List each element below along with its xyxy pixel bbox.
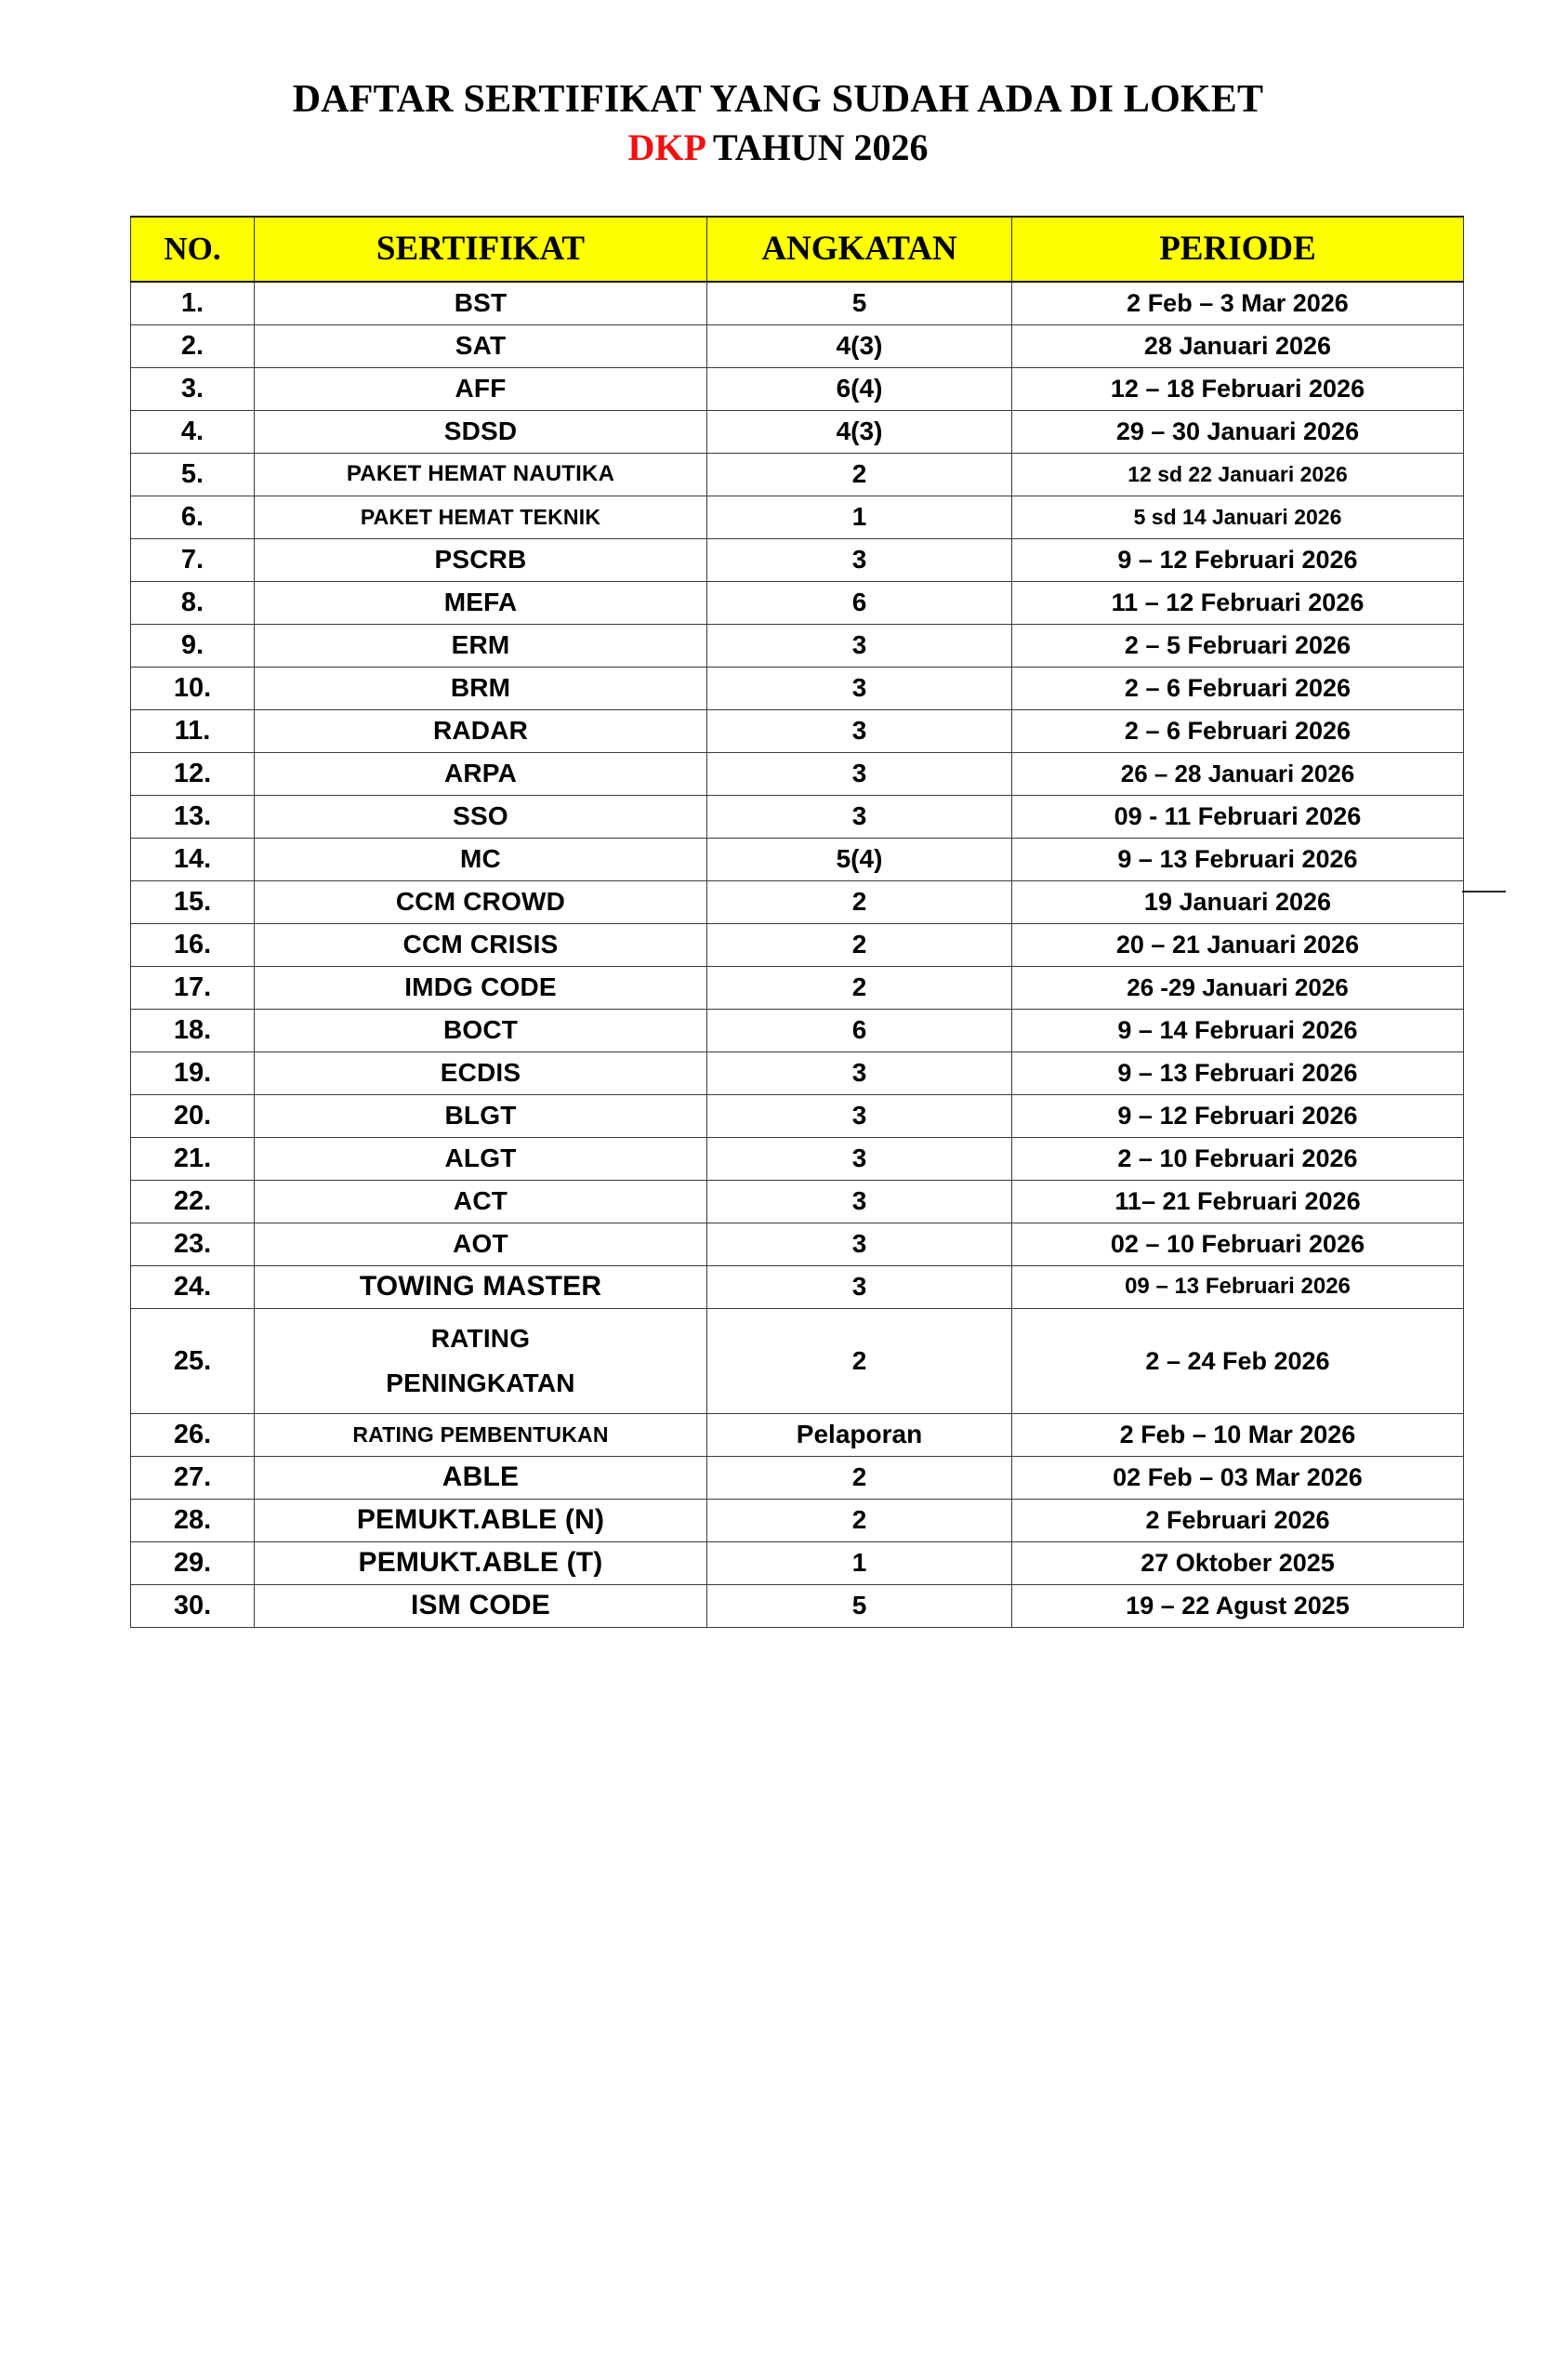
cell-sertifikat: SSO [255,795,707,838]
cell-sertifikat: AOT [255,1223,707,1265]
cell-periode: 28 Januari 2026 [1012,324,1464,367]
cell-angkatan: 2 [707,1499,1012,1541]
cell-periode: 02 – 10 Februari 2026 [1012,1223,1464,1265]
cell-angkatan: 3 [707,1223,1012,1265]
cell-no: 30. [131,1584,255,1627]
cell-sertifikat: RADAR [255,709,707,752]
cell-no: 7. [131,538,255,581]
cell-sertifikat: TOWING MASTER [255,1265,707,1308]
certificate-table [130,216,1464,1628]
subtitle-rest: TAHUN 2026 [704,126,929,168]
cell-periode: 2 Februari 2026 [1012,1499,1464,1541]
cell-angkatan: 6 [707,581,1012,624]
cell-angkatan: 2 [707,923,1012,966]
cell-no: 23. [131,1223,255,1265]
cell-sertifikat: PAKET HEMAT TEKNIK [255,496,707,538]
cell-angkatan: 1 [707,496,1012,538]
subtitle-accent: DKP [627,126,705,168]
cell-no: 27. [131,1456,255,1499]
table-row [131,1541,1464,1584]
cell-angkatan: 3 [707,752,1012,795]
cell-no: 25. [131,1308,255,1413]
cell-angkatan: 3 [707,709,1012,752]
cell-no: 1. [131,282,255,324]
column-header-no: NO. [131,217,255,282]
table-row [131,795,1464,838]
column-header-sertifikat: SERTIFIKAT [255,217,707,282]
cell-no: 5. [131,453,255,496]
cell-sertifikat: IMDG CODE [255,966,707,1009]
cell-periode: 29 – 30 Januari 2026 [1012,410,1464,453]
table-row [131,1499,1464,1541]
cell-no: 10. [131,667,255,709]
cell-no: 4. [131,410,255,453]
cell-no: 17. [131,966,255,1009]
cell-angkatan: 3 [707,1265,1012,1308]
cell-sertifikat: PAKET HEMAT NAUTIKA [255,453,707,496]
cell-sertifikat: ALGT [255,1137,707,1180]
cell-periode: 9 – 14 Februari 2026 [1012,1009,1464,1051]
table-row [131,1180,1464,1223]
cell-no: 13. [131,795,255,838]
cell-periode: 27 Oktober 2025 [1012,1541,1464,1584]
table-body [131,282,1464,1627]
table-row [131,1223,1464,1265]
table-row [131,1137,1464,1180]
table-head [131,217,1464,282]
cell-no: 16. [131,923,255,966]
cell-angkatan: 3 [707,1094,1012,1137]
table-row [131,624,1464,667]
cell-periode: 26 – 28 Januari 2026 [1012,752,1464,795]
stray-rule-artifact [1462,891,1506,892]
cell-periode: 02 Feb – 03 Mar 2026 [1012,1456,1464,1499]
cell-periode: 9 – 13 Februari 2026 [1012,838,1464,880]
cell-periode: 2 Feb – 10 Mar 2026 [1012,1413,1464,1456]
table-row [131,880,1464,923]
table-row [131,538,1464,581]
cell-angkatan: 2 [707,966,1012,1009]
table-row [131,1413,1464,1456]
cell-periode: 11– 21 Februari 2026 [1012,1180,1464,1223]
cell-sertifikat: ACT [255,1180,707,1223]
cell-angkatan: 6(4) [707,367,1012,410]
cell-angkatan: 3 [707,538,1012,581]
table-row [131,923,1464,966]
table-row [131,667,1464,709]
cell-angkatan: 3 [707,1180,1012,1223]
table-row [131,367,1464,410]
cell-sertifikat: PEMUKT.ABLE (T) [255,1541,707,1584]
cell-no: 18. [131,1009,255,1051]
cell-no: 20. [131,1094,255,1137]
table-row [131,1265,1464,1308]
cell-sertifikat: SDSD [255,410,707,453]
table-row [131,966,1464,1009]
cell-angkatan: 2 [707,1456,1012,1499]
cell-sertifikat: ERM [255,624,707,667]
cell-periode: 2 – 6 Februari 2026 [1012,709,1464,752]
table-row [131,324,1464,367]
cell-periode: 2 – 10 Februari 2026 [1012,1137,1464,1180]
cell-periode: 12 sd 22 Januari 2026 [1012,453,1464,496]
cell-periode: 2 Feb – 3 Mar 2026 [1012,282,1464,324]
table-row [131,453,1464,496]
cell-sertifikat: SAT [255,324,707,367]
cell-no: 21. [131,1137,255,1180]
column-header-angkatan: ANGKATAN [707,217,1012,282]
table-row [131,1456,1464,1499]
table-row [131,1584,1464,1627]
cell-periode: 9 – 12 Februari 2026 [1012,538,1464,581]
table-row [131,752,1464,795]
cell-periode: 2 – 5 Februari 2026 [1012,624,1464,667]
cell-no: 14. [131,838,255,880]
cell-periode: 12 – 18 Februari 2026 [1012,367,1464,410]
table-row [131,709,1464,752]
cell-sertifikat [255,1308,707,1413]
cell-angkatan: 3 [707,1051,1012,1094]
table-row [131,1009,1464,1051]
cell-periode: 19 Januari 2026 [1012,880,1464,923]
cell-no: 2. [131,324,255,367]
cell-no: 8. [131,581,255,624]
table-row [131,838,1464,880]
cell-sertifikat: BOCT [255,1009,707,1051]
cell-no: 24. [131,1265,255,1308]
table-row [131,581,1464,624]
cell-angkatan: 2 [707,880,1012,923]
cell-angkatan: 4(3) [707,410,1012,453]
cell-sertifikat: BRM [255,667,707,709]
column-header-periode: PERIODE [1012,217,1464,282]
table-header-row [131,217,1464,282]
table-row [131,1094,1464,1137]
cell-angkatan: 5(4) [707,838,1012,880]
cell-sertifikat: MC [255,838,707,880]
cell-angkatan: 4(3) [707,324,1012,367]
cell-angkatan: 6 [707,1009,1012,1051]
cell-no: 15. [131,880,255,923]
cell-sertifikat: ECDIS [255,1051,707,1094]
cell-periode: 26 -29 Januari 2026 [1012,966,1464,1009]
cell-no: 6. [131,496,255,538]
cell-angkatan: 5 [707,282,1012,324]
cell-no: 22. [131,1180,255,1223]
cell-sertifikat: AFF [255,367,707,410]
cell-angkatan: 2 [707,453,1012,496]
cell-periode: 20 – 21 Januari 2026 [1012,923,1464,966]
cell-sertifikat: RATING PEMBENTUKAN [255,1413,707,1456]
cell-sertifikat: ABLE [255,1456,707,1499]
cell-periode: 5 sd 14 Januari 2026 [1012,496,1464,538]
cell-no: 9. [131,624,255,667]
cell-no: 29. [131,1541,255,1584]
cell-sertifikat: BST [255,282,707,324]
cell-no: 26. [131,1413,255,1456]
cell-angkatan: 3 [707,795,1012,838]
cell-sertifikat: PEMUKT.ABLE (N) [255,1499,707,1541]
cell-periode: 19 – 22 Agust 2025 [1012,1584,1464,1627]
table-row [131,282,1464,324]
cell-no: 28. [131,1499,255,1541]
cell-angkatan: 5 [707,1584,1012,1627]
cell-angkatan: 3 [707,667,1012,709]
cell-sertifikat: MEFA [255,581,707,624]
table-row [131,496,1464,538]
page-subtitle [0,126,1556,170]
cell-sertifikat-line1: RATING [430,1323,531,1353]
cell-no: 19. [131,1051,255,1094]
cell-angkatan: 3 [707,1137,1012,1180]
cell-sertifikat: ISM CODE [255,1584,707,1627]
cell-sertifikat: BLGT [255,1094,707,1137]
cell-no: 12. [131,752,255,795]
title-block [0,76,1556,170]
cell-periode: 11 – 12 Februari 2026 [1012,581,1464,624]
page-title: DAFTAR SERTIFIKAT YANG SUDAH ADA DI LOKET [292,78,1264,121]
cell-angkatan: Pelaporan [707,1413,1012,1456]
table-row [131,1308,1464,1413]
table-row [131,410,1464,453]
cell-angkatan: 1 [707,1541,1012,1584]
cell-sertifikat: CCM CRISIS [255,923,707,966]
cell-periode: 09 – 13 Februari 2026 [1012,1265,1464,1308]
cell-no: 11. [131,709,255,752]
cell-periode: 2 – 6 Februari 2026 [1012,667,1464,709]
cell-angkatan: 2 [707,1308,1012,1413]
cell-periode: 09 - 11 Februari 2026 [1012,795,1464,838]
cell-sertifikat-line2: PENINGKATAN [386,1368,575,1397]
cell-no: 3. [131,367,255,410]
cell-angkatan: 3 [707,624,1012,667]
cell-periode: 9 – 12 Februari 2026 [1012,1094,1464,1137]
cell-sertifikat: CCM CROWD [255,880,707,923]
cell-periode: 2 – 24 Feb 2026 [1012,1308,1464,1413]
cell-sertifikat: ARPA [255,752,707,795]
cell-periode: 9 – 13 Februari 2026 [1012,1051,1464,1094]
cell-sertifikat: PSCRB [255,538,707,581]
table-row [131,1051,1464,1094]
